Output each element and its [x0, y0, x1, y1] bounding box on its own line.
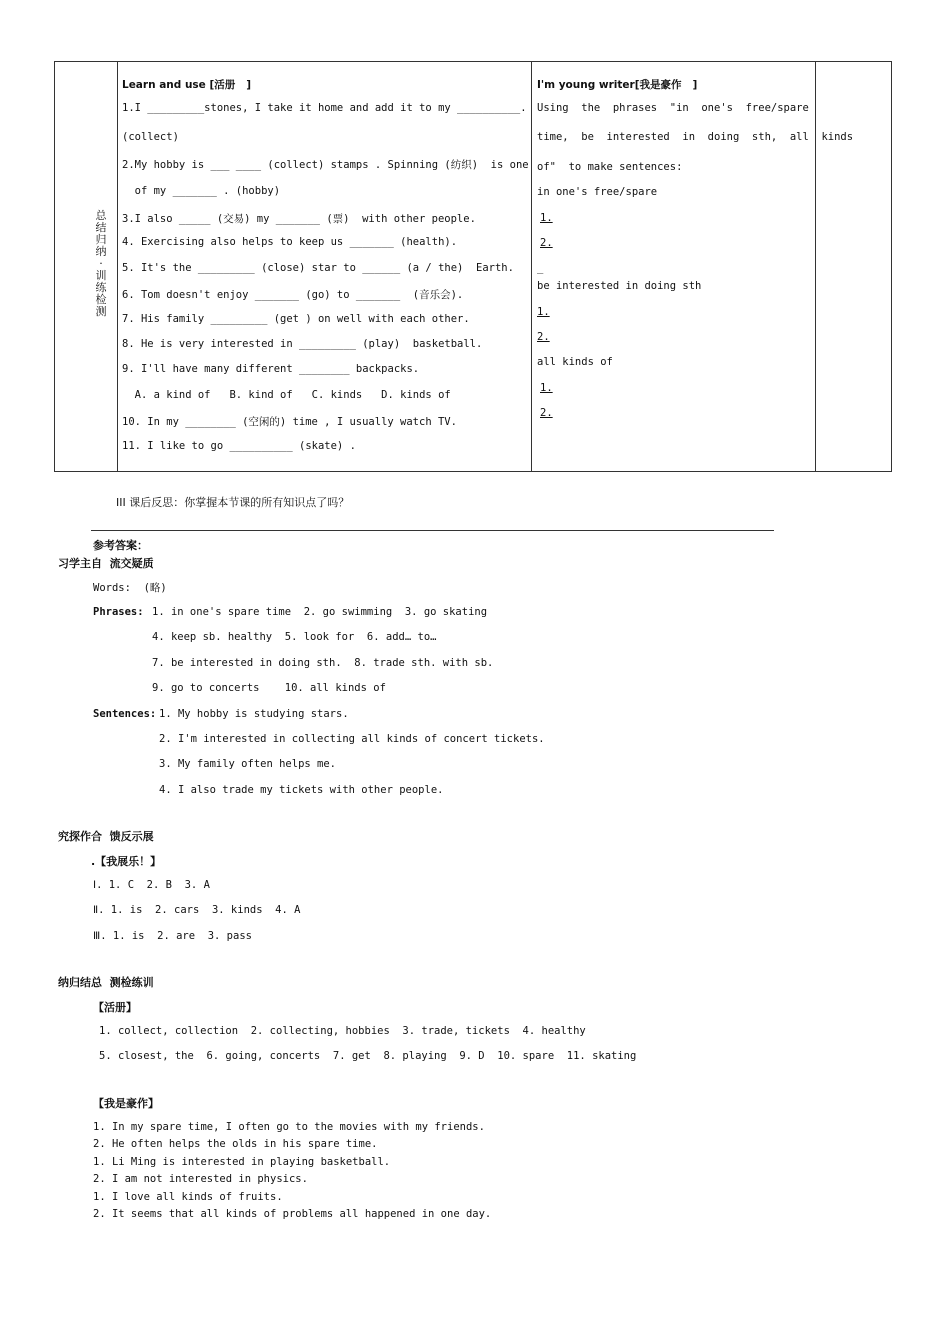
section-title: 纳归结总 测检练训 — [58, 976, 154, 989]
table-divider — [117, 62, 118, 471]
table-divider — [815, 62, 816, 471]
reflection-question: III 课后反思：你掌握本节课的所有知识点了吗？ — [116, 496, 350, 509]
phrase-answer: 9. go to concerts 10. all kinds of — [152, 682, 386, 694]
exercise-line: of my _______ . (hobby) — [122, 185, 281, 197]
answer-line: Ⅰ. 1. C 2. B 3. A — [93, 879, 210, 891]
section-title: 究探作合 馈反示展 — [58, 830, 154, 843]
table-divider — [531, 62, 532, 471]
answer-line: 1. collect, collection 2. collecting, hobbies 3. trade, tickets 4. healthy — [99, 1025, 586, 1037]
exercise-line: 5. It's the _________ (close) star to ______ (a / the) Earth. — [122, 262, 514, 274]
learn-and-use-heading: Learn and use [活册 ] — [122, 79, 252, 91]
section-side-label: 总 结 归 纳 · 训 练 检 测 — [95, 209, 107, 318]
sentence-answer: 3. My family often helps me. — [159, 758, 337, 770]
answer-line: 2. It seems that all kinds of problems all happened in one day. — [93, 1208, 492, 1220]
exercise-line: 8. He is very interested in _________ (play) basketball. — [122, 338, 483, 350]
answers-heading: 参考答案： — [93, 539, 148, 552]
answer-blank: 2. — [540, 237, 553, 249]
phrase-answer: 4. keep sb. healthy 5. look for 6. add… to… — [152, 631, 437, 643]
answer-blank: 1. — [537, 306, 550, 318]
answer-line: Ⅱ. 1. is 2. cars 3. kinds 4. A — [93, 904, 301, 916]
answer-blank: _ — [537, 262, 544, 274]
section-subtitle: 【活册】 — [93, 1001, 137, 1014]
phrase-group-title: in one's free/spare — [537, 186, 658, 198]
answer-blank: 1. — [540, 382, 553, 394]
writer-instruction: Using the phrases "in one's free/spare — [537, 102, 809, 114]
exercise-line: 10. In my ________ (空闲的) time , I usually watch TV. — [122, 416, 457, 428]
exercise-line: 2.My hobby is ___ ____ (collect) stamps . Spinning (纺织) is one — [122, 159, 529, 171]
section-subtitle: 【我是豪作】 — [93, 1097, 159, 1110]
answer-line: Ⅲ. 1. is 2. are 3. pass — [93, 930, 252, 942]
exercise-line: 11. I like to go __________ (skate) . — [122, 440, 356, 452]
answer-line: 2. He often helps the olds in his spare time. — [93, 1138, 378, 1150]
section-title: 习学主自 流交疑质 — [58, 557, 154, 570]
divider-line — [91, 530, 774, 531]
answer-line: 1. In my spare time, I often go to the movies with my friends. — [93, 1121, 485, 1133]
exercise-line: 4. Exercising also helps to keep us _______ (health). — [122, 236, 458, 248]
exercise-line: 7. His family _________ (get ) on well with each other. — [122, 313, 470, 325]
exercise-line: 3.I also _____ (交易) my _______ (票) with other people. — [122, 213, 476, 225]
phrases-label: Phrases: — [93, 606, 144, 618]
sentence-answer: 2. I'm interested in collecting all kinds of concert tickets. — [159, 733, 545, 745]
exercise-line: A. a kind of B. kind of C. kinds D. kinds of — [122, 389, 451, 401]
answer-line: 1. Li Ming is interested in playing basketball. — [93, 1156, 391, 1168]
exercise-line: 6. Tom doesn't enjoy _______ (go) to _______ (音乐会). — [122, 289, 464, 301]
answer-line: 2. I am not interested in physics. — [93, 1173, 308, 1185]
exercise-line: 1.I _________stones, I take it home and add it to my __________. — [122, 102, 527, 114]
writer-instruction: time, be interested in doing sth, all kinds — [537, 131, 854, 143]
sentence-answer: 4. I also trade my tickets with other people. — [159, 784, 444, 796]
sentences-label: Sentences: — [93, 708, 157, 720]
answer-line: 1. I love all kinds of fruits. — [93, 1191, 283, 1203]
sentence-answer: 1. My hobby is studying stars. — [159, 708, 349, 720]
phrase-group-title: be interested in doing sth — [537, 280, 702, 292]
exercise-line: 9. I'll have many different ________ backpacks. — [122, 363, 420, 375]
words-answer: Words: (略) — [93, 582, 167, 594]
section-subtitle: .【我展乐！】 — [91, 855, 162, 868]
answer-blank: 1. — [540, 212, 553, 224]
phrase-answer: 7. be interested in doing sth. 8. trade sth. with sb. — [152, 657, 494, 669]
answer-blank: 2. — [537, 331, 550, 343]
writer-instruction: of" to make sentences: — [537, 161, 683, 173]
exercise-line: (collect) — [122, 131, 179, 143]
answer-line: 5. closest, the 6. going, concerts 7. get 8. playing 9. D 10. spare 11. skating — [99, 1050, 637, 1062]
answer-blank: 2. — [540, 407, 553, 419]
phrase-group-title: all kinds of — [537, 356, 613, 368]
young-writer-heading: I'm young writer[我是豪作 ] — [537, 79, 698, 91]
phrase-answer: 1. in one's spare time 2. go swimming 3. go skating — [152, 606, 488, 618]
